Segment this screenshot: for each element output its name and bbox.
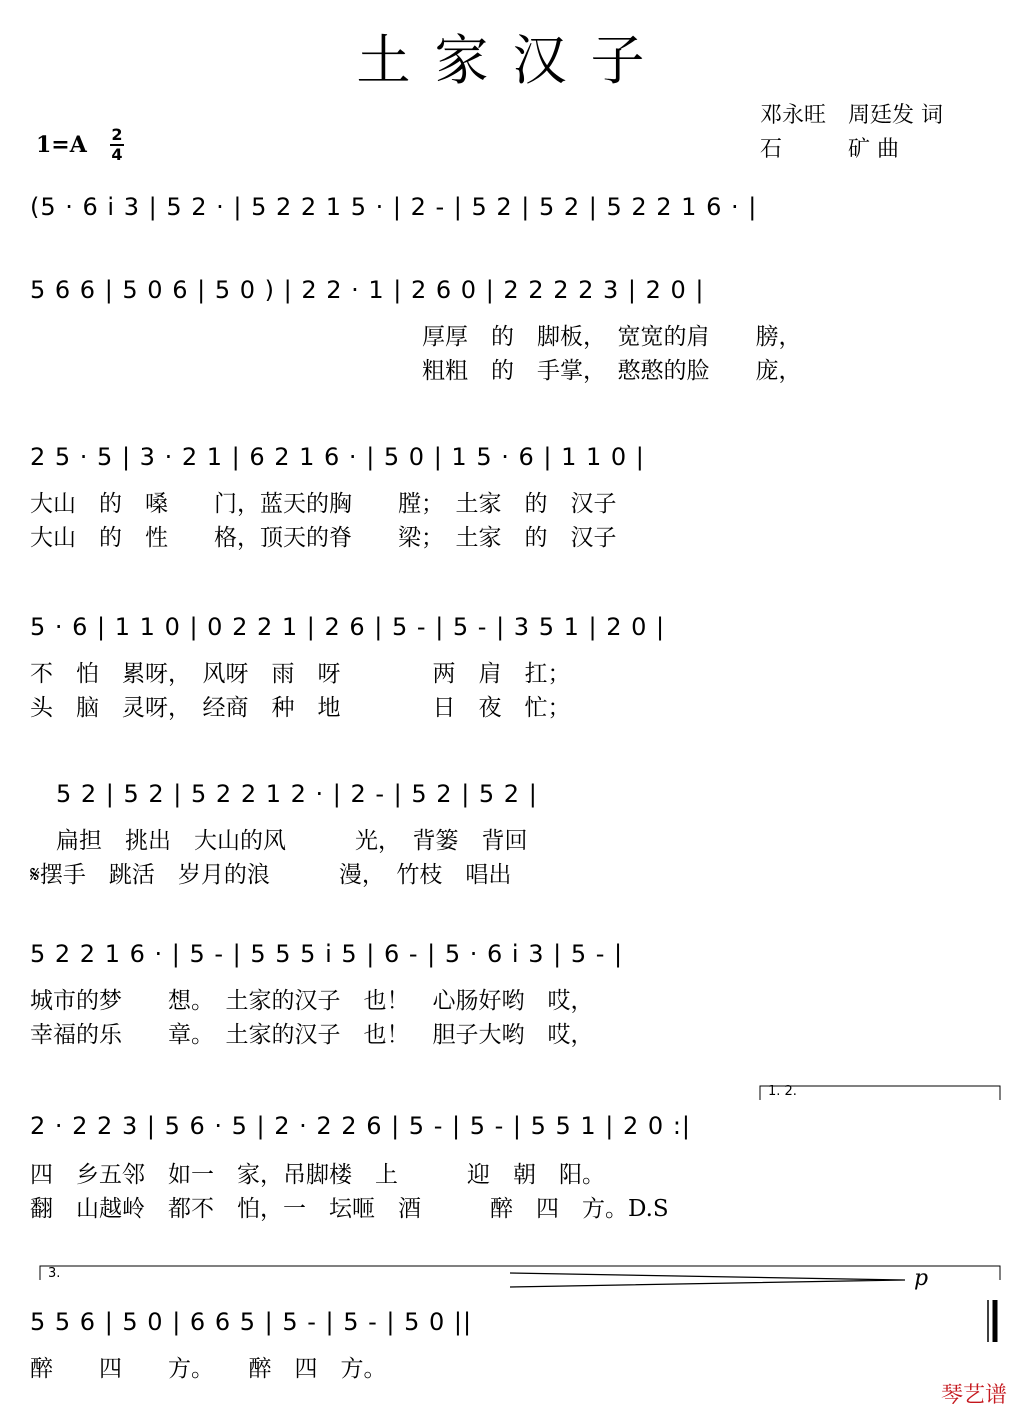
lyrics-verse-1: 四 乡五邻 如一 家，吊脚楼 上 迎 朝 阳。 <box>30 1162 605 1188</box>
lyrics-verse-2: 头 脑 灵呀， 经商 种 地 日 夜 忙； <box>30 695 571 721</box>
lyrics-verse-2: 𝄋摆手 跳活 岁月的浪 漫， 竹枝 唱出 <box>30 862 512 888</box>
notation-line: 5 2 | 5 2 | 5 2 2 1 2 · | 2 - | 5 2 | 5 2 | <box>56 780 538 808</box>
notation-line: 2 5 · 5 | 3 · 2 1 | 6 2 1 6 · | 5 0 | 1 5 · 6 | 1 1 0 | <box>30 443 645 471</box>
lyrics-verse-2: 大山 的 性 格，顶天的脊 梁； 土家 的 汉子 <box>30 525 617 551</box>
volta-bracket-label: 3. <box>48 1266 61 1281</box>
system-4 <box>30 605 1002 725</box>
time-bottom: 4 <box>111 145 123 164</box>
system-5 <box>30 772 1002 892</box>
time-signature <box>110 126 124 164</box>
notation-line: 5 5 6 | 5 0 | 6 6 5 | 5 - | 5 - | 5 0 || <box>30 1308 473 1336</box>
lyrics-verse-2: 幸福的乐 章。 土家的汉子 也！ 胆子大哟 哎， <box>30 1022 594 1048</box>
system-3 <box>30 435 1002 555</box>
system-8 <box>30 1262 1002 1382</box>
key-signature: 1=A <box>36 132 87 158</box>
lyrics-verse-1: 不 怕 累呀， 风呀 雨 呀 两 肩 扛； <box>30 661 571 687</box>
notation-line: 5 6 6 | 5 0 6 | 5 0 ) | 2 2 · 1 | 2 6 0 | 2 2 2 2 3 | 2 0 | <box>30 276 705 304</box>
notation-line: 5 · 6 | 1 1 0 | 0 2 2 1 | 2 6 | 5 - | 5 - | 3 5 1 | 2 0 | <box>30 613 666 641</box>
system-7 <box>30 1084 1002 1224</box>
time-top: 2 <box>111 125 123 144</box>
page-title: 土家汉子 <box>356 29 669 92</box>
lyrics-verse-1: 城市的梦 想。 土家的汉子 也！ 心肠好哟 哎， <box>30 988 594 1014</box>
lyrics-verse-1: 醉 四 方。 醉 四 方。 <box>30 1356 387 1382</box>
lyricist-credit: 邓永旺 周廷发 词 <box>760 103 943 128</box>
lyrics-verse-1: 扁担 挑出 大山的风 光， 背篓 背回 <box>56 828 528 854</box>
lyrics-verse-1: 厚厚 的 脚板， 宽宽的肩 膀， <box>422 324 802 350</box>
lyrics-verse-1: 大山 的 嗓 门，蓝天的胸 膛； 土家 的 汉子 <box>30 491 617 517</box>
system-1 <box>30 185 1002 245</box>
volta-bracket-label: 1. 2. <box>768 1084 797 1099</box>
notation-line: 5 2 2 1 6 · | 5 - | 5 5 5 i 5 | 6 - | 5 · 6 i 3 | 5 - | <box>30 940 624 968</box>
system-6 <box>30 932 1002 1052</box>
composer-credit: 石 矿 曲 <box>760 137 899 162</box>
dynamic-marking: p <box>914 1266 929 1291</box>
lyrics-verse-2: 粗粗 的 手掌， 憨憨的脸 庞， <box>422 358 802 384</box>
notation-line: (5 · 6 i 3 | 5 2 · | 5 2 2 1 5 · | 2 - | 5 2 | 5 2 | 5 2 2 1 6 · | <box>30 193 758 221</box>
notation-line: 2 · 2 2 3 | 5 6 · 5 | 2 · 2 2 6 | 5 - | 5 - | 5 5 1 | 2 0 :| <box>30 1112 691 1140</box>
watermark-logo: 琴艺谱 <box>940 1383 1007 1408</box>
system-2 <box>30 268 1002 388</box>
lyrics-verse-2: 翻 山越岭 都不 怕，一 坛咂 酒 醉 四 方。D.S <box>30 1196 669 1222</box>
